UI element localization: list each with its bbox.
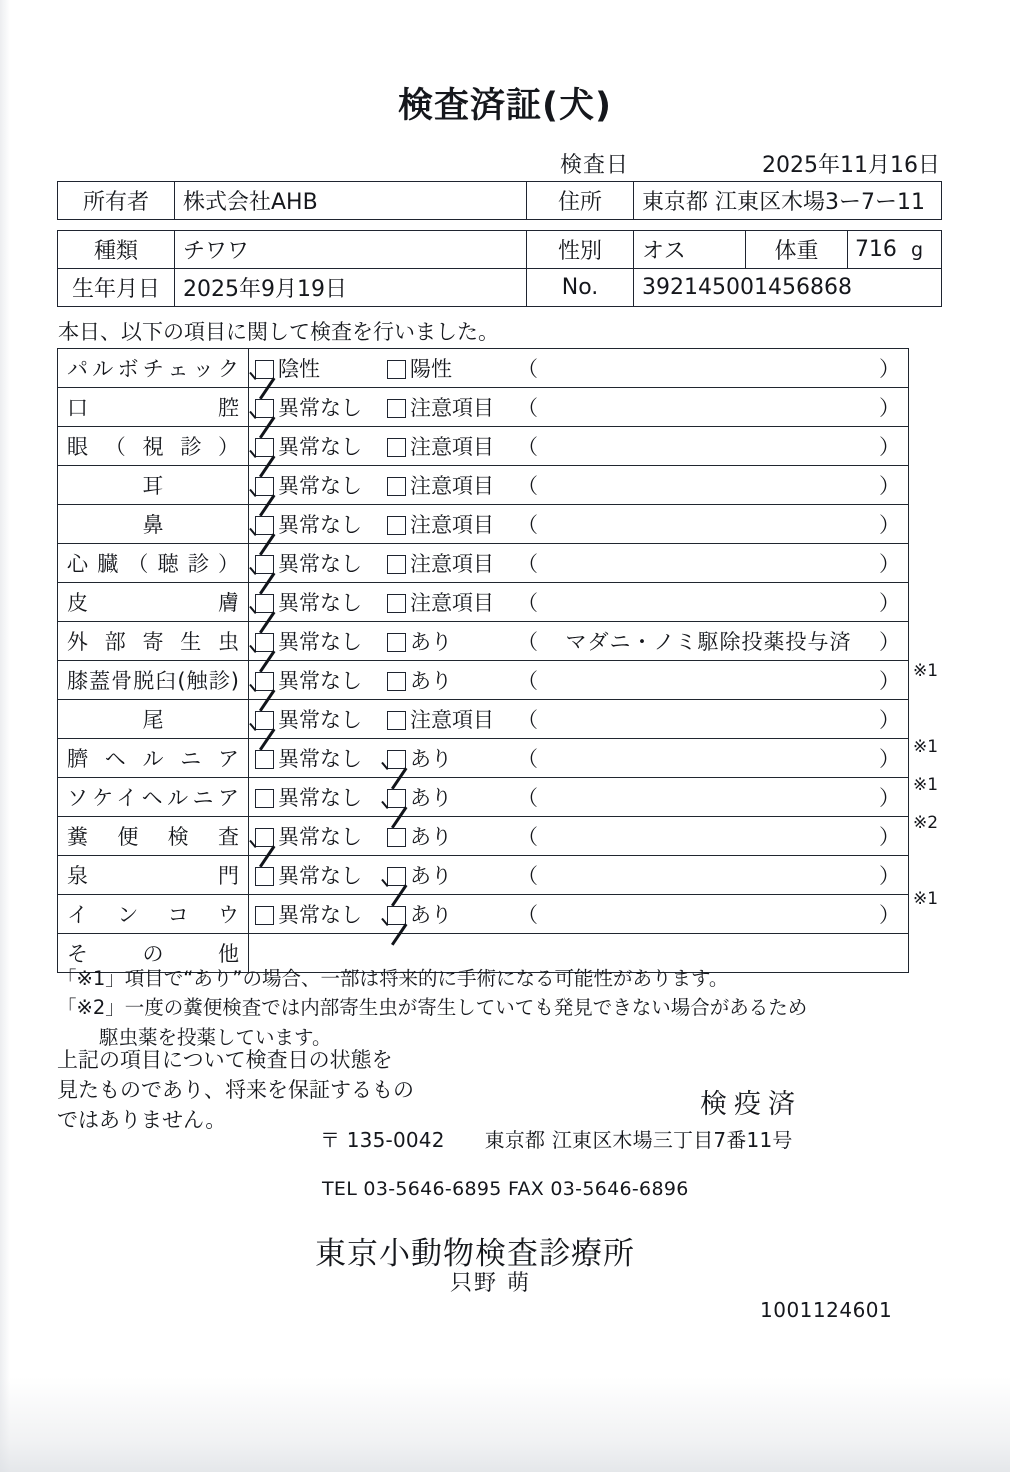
- inspection-item-options: [249, 505, 909, 544]
- checkbox-option-1[interactable]: [255, 899, 362, 929]
- clinic-address: 東京都 江東区木場三丁目7番11号: [484, 1128, 793, 1152]
- footnote-marks-column: [913, 348, 983, 956]
- checkbox-icon[interactable]: [387, 399, 406, 418]
- weight-unit: g: [910, 239, 923, 261]
- checkbox-option-label: 異常なし: [278, 903, 362, 927]
- inspection-item-label: 鼻: [58, 505, 249, 544]
- checkbox-option-2[interactable]: [387, 782, 452, 812]
- footnote-mark: [913, 500, 983, 538]
- checkbox-option-label: 異常なし: [278, 630, 362, 654]
- checkbox-option-2[interactable]: [387, 665, 452, 695]
- address-label: 住所: [527, 182, 634, 220]
- checkbox-icon[interactable]: [387, 633, 406, 652]
- checkbox-option-label: あり: [410, 630, 452, 654]
- weight-label: 体重: [746, 231, 848, 269]
- checkbox-option-1[interactable]: [255, 548, 362, 578]
- checkbox-option-label: 異常なし: [278, 552, 362, 576]
- checked-checkbox-icon[interactable]: [255, 672, 274, 691]
- checkbox-icon[interactable]: [387, 711, 406, 730]
- clinic-tel-fax: TEL 03-5646-6895 FAX 03-5646-6896: [322, 1178, 689, 1200]
- paren-close: ）: [879, 786, 900, 810]
- checkbox-option-1[interactable]: [255, 353, 320, 383]
- footnote-mark: [913, 690, 983, 728]
- table-row: [58, 505, 909, 544]
- checkbox-option-label: 異常なし: [278, 825, 362, 849]
- inspection-item-options: [249, 700, 909, 739]
- checkbox-option-2[interactable]: [387, 587, 494, 617]
- inspection-item-label: 眼（視診）: [58, 427, 249, 466]
- table-row: [58, 661, 909, 700]
- paren-open: （: [517, 513, 538, 537]
- checkbox-option-label: 陰性: [278, 357, 320, 381]
- checkbox-icon[interactable]: [255, 750, 274, 769]
- inspection-item-options: [249, 895, 909, 934]
- inspection-item-options: [249, 349, 909, 388]
- checkbox-option-1[interactable]: [255, 743, 362, 773]
- inspection-item-label: 皮膚: [58, 583, 249, 622]
- checkbox-option-1[interactable]: [255, 392, 362, 422]
- paren-open: （: [517, 357, 538, 381]
- checkbox-option-2[interactable]: [387, 899, 452, 929]
- footnote-mark: [913, 386, 983, 424]
- remarks-field[interactable]: [517, 587, 900, 617]
- remarks-field[interactable]: [517, 743, 900, 773]
- paren-close: ）: [879, 864, 900, 888]
- paren-close: ）: [879, 552, 900, 576]
- birthdate-label: 生年月日: [58, 269, 175, 307]
- clinic-zip: 〒 135-0042: [320, 1128, 445, 1152]
- checkbox-option-1[interactable]: [255, 782, 362, 812]
- paren-close: ）: [879, 747, 900, 771]
- checkbox-option-2[interactable]: [387, 743, 452, 773]
- page-title: 検査済証(犬): [398, 86, 612, 126]
- checkbox-option-1[interactable]: [255, 587, 362, 617]
- owner-table: [57, 181, 942, 220]
- remarks-field[interactable]: [517, 548, 900, 578]
- inspection-item-label: 口腔: [58, 388, 249, 427]
- checkbox-option-label: 異常なし: [278, 786, 362, 810]
- checkbox-icon[interactable]: [255, 789, 274, 808]
- owner-label: 所有者: [58, 182, 175, 220]
- registration-no-value: 392145001456868: [634, 269, 942, 307]
- checked-checkbox-icon[interactable]: [387, 789, 406, 808]
- checkbox-icon[interactable]: [255, 906, 274, 925]
- footnotes: [57, 964, 957, 1052]
- birthdate-value: 2025年9月19日: [175, 269, 527, 307]
- inspection-item-options: [249, 739, 909, 778]
- inspection-item-label: 泉門: [58, 856, 249, 895]
- checked-checkbox-icon[interactable]: [255, 711, 274, 730]
- checkbox-option-label: 異常なし: [278, 747, 362, 771]
- footnote-mark: ※1: [913, 775, 939, 795]
- registration-no-label: No.: [527, 269, 634, 307]
- inspection-item-label: 耳: [58, 466, 249, 505]
- footnote-mark: [913, 918, 983, 956]
- inspection-item-options: [249, 622, 909, 661]
- table-row: [58, 231, 942, 269]
- checkbox-option-2[interactable]: [387, 860, 452, 890]
- table-row: [58, 544, 909, 583]
- checkbox-option-label: あり: [410, 825, 452, 849]
- paren-open: （: [517, 786, 538, 810]
- checkbox-option-label: 異常なし: [278, 591, 362, 615]
- quarantine-stamp: 検疫済: [700, 1089, 802, 1120]
- table-row: [58, 182, 942, 220]
- checkbox-option-2[interactable]: [387, 704, 494, 734]
- breed-value: チワワ: [175, 231, 527, 269]
- checkbox-icon[interactable]: [387, 438, 406, 457]
- sex-value: オス: [634, 231, 746, 269]
- table-row: [58, 269, 942, 307]
- footnote-2-line2: 駆虫薬を投薬しています。: [99, 1025, 332, 1049]
- checkbox-option-2[interactable]: [387, 509, 494, 539]
- paren-close: ）: [879, 903, 900, 927]
- remarks-field[interactable]: [517, 704, 900, 734]
- checkbox-option-1[interactable]: [255, 470, 362, 500]
- checked-checkbox-icon[interactable]: [255, 477, 274, 496]
- checkbox-option-label: 異常なし: [278, 435, 362, 459]
- footnote-mark: [913, 348, 983, 386]
- footnote-mark: [913, 576, 983, 614]
- paren-close: ）: [879, 591, 900, 615]
- remarks-field[interactable]: [517, 626, 900, 656]
- checkbox-option-2[interactable]: [387, 821, 452, 851]
- checkbox-icon[interactable]: [387, 516, 406, 535]
- paren-open: （: [517, 669, 538, 693]
- checkbox-option-label: 注意項目: [410, 474, 494, 498]
- checkbox-option-label: あり: [410, 903, 452, 927]
- checkbox-option-1[interactable]: [255, 860, 362, 890]
- checkbox-option-label: あり: [410, 669, 452, 693]
- footnote-mark: ※1: [913, 737, 939, 757]
- table-row: [58, 895, 909, 934]
- table-row: [58, 700, 909, 739]
- paren-close: ）: [879, 474, 900, 498]
- exam-date-value: 2025年11月16日: [762, 153, 940, 178]
- table-row: [58, 388, 909, 427]
- checkbox-icon[interactable]: [387, 360, 406, 379]
- checkbox-icon[interactable]: [255, 867, 274, 886]
- checkbox-icon[interactable]: [387, 555, 406, 574]
- inspection-item-label: ソケイヘルニア: [58, 778, 249, 817]
- paren-open: （: [517, 903, 538, 927]
- inspection-item-label: 臍ヘルニア: [58, 739, 249, 778]
- checkbox-option-label: 陽性: [410, 357, 452, 381]
- footnote-2-line1: 「※2」一度の糞便検査では内部寄生虫が寄生していても発見できない場合があるため: [57, 996, 808, 1020]
- footnote-mark: ※1: [913, 661, 939, 681]
- inspection-item-label: 外部寄生虫: [58, 622, 249, 661]
- paren-open: （: [517, 630, 538, 654]
- weight-cell: [848, 231, 942, 269]
- inspection-item-label: インコウ: [58, 895, 249, 934]
- paren-close: ）: [879, 357, 900, 381]
- checkbox-option-1[interactable]: [255, 704, 362, 734]
- table-row: [58, 622, 909, 661]
- checkbox-option-label: 注意項目: [410, 591, 494, 615]
- paren-close: ）: [879, 630, 900, 654]
- paren-close: ）: [879, 513, 900, 537]
- paren-close: ）: [879, 669, 900, 693]
- inspection-item-label: 糞便検査: [58, 817, 249, 856]
- checked-checkbox-icon[interactable]: [255, 360, 274, 379]
- paren-close: ）: [879, 396, 900, 420]
- remarks-field[interactable]: [517, 782, 900, 812]
- checked-checkbox-icon[interactable]: [255, 594, 274, 613]
- checkbox-option-label: 注意項目: [410, 708, 494, 732]
- checked-checkbox-icon[interactable]: [255, 555, 274, 574]
- checkbox-option-label: 異常なし: [278, 513, 362, 537]
- checked-checkbox-icon[interactable]: [387, 867, 406, 886]
- inspection-item-options: [249, 427, 909, 466]
- weight-value: 716: [854, 237, 897, 262]
- paren-open: （: [517, 708, 538, 732]
- clinic-person-name: 只野 萌: [450, 1271, 531, 1296]
- checkbox-option-label: 異常なし: [278, 474, 362, 498]
- intro-sentence: 本日、以下の項目に関して検査を行いました。: [58, 320, 499, 344]
- disclaimer: [57, 1046, 527, 1135]
- inspection-item-label: 膝蓋骨脱臼(触診): [58, 661, 249, 700]
- paren-open: （: [517, 474, 538, 498]
- table-row: [58, 583, 909, 622]
- footnote-mark: [913, 842, 983, 880]
- checkbox-option-label: 注意項目: [410, 552, 494, 576]
- remarks-field[interactable]: [517, 470, 900, 500]
- paren-close: ）: [879, 708, 900, 732]
- inspection-item-options: [249, 817, 909, 856]
- remarks-field[interactable]: [517, 431, 900, 461]
- remarks-value: マダニ・ノミ駆除投薬投与済: [565, 630, 852, 654]
- checkbox-option-label: 異常なし: [278, 864, 362, 888]
- paren-open: （: [517, 552, 538, 576]
- checkbox-option-1[interactable]: [255, 821, 362, 851]
- inspection-item-options: [249, 778, 909, 817]
- checkbox-option-label: 注意項目: [410, 513, 494, 537]
- remarks-field[interactable]: [517, 899, 900, 929]
- inspection-item-options: [249, 388, 909, 427]
- footnote-mark: [913, 614, 983, 652]
- address-value: 東京都 江東区木場3ー7ー11: [634, 182, 942, 220]
- remarks-field[interactable]: [517, 821, 900, 851]
- checked-checkbox-icon[interactable]: [387, 750, 406, 769]
- table-row: [58, 739, 909, 778]
- inspection-item-options: [249, 544, 909, 583]
- sex-label: 性別: [527, 231, 634, 269]
- table-row: [58, 349, 909, 388]
- checkbox-option-2[interactable]: [387, 431, 494, 461]
- footnote-mark: [913, 462, 983, 500]
- checkbox-option-label: 注意項目: [410, 435, 494, 459]
- table-row: [58, 466, 909, 505]
- remarks-field[interactable]: [517, 509, 900, 539]
- inspection-item-label: パルボチェック: [58, 349, 249, 388]
- checkbox-option-1[interactable]: [255, 509, 362, 539]
- footnote-mark: [913, 424, 983, 462]
- remarks-field[interactable]: [517, 353, 900, 383]
- scan-edge-shadow-bottom: [0, 1377, 1010, 1472]
- checkbox-option-label: 異常なし: [278, 708, 362, 732]
- breed-label: 種類: [58, 231, 175, 269]
- table-row: [58, 856, 909, 895]
- paren-open: （: [517, 396, 538, 420]
- owner-value: 株式会社AHB: [175, 182, 527, 220]
- remarks-field[interactable]: [517, 665, 900, 695]
- checked-checkbox-icon[interactable]: [255, 438, 274, 457]
- footnote-mark: [913, 538, 983, 576]
- inspection-item-options: [249, 583, 909, 622]
- checked-checkbox-icon[interactable]: [255, 828, 274, 847]
- footnote-mark: ※2: [913, 813, 939, 833]
- checkbox-icon[interactable]: [387, 477, 406, 496]
- checkbox-icon[interactable]: [387, 672, 406, 691]
- checkbox-option-label: 注意項目: [410, 396, 494, 420]
- paren-open: （: [517, 825, 538, 849]
- footnote-mark: ※1: [913, 889, 939, 909]
- table-row: [58, 817, 909, 856]
- checkbox-icon[interactable]: [387, 594, 406, 613]
- paren-close: ）: [879, 825, 900, 849]
- disclaimer-line-1: 上記の項目について検査日の状態を: [57, 1048, 393, 1072]
- clinic-address-line: [320, 1124, 793, 1153]
- animal-table: [57, 230, 942, 307]
- checked-checkbox-icon[interactable]: [387, 906, 406, 925]
- checkbox-option-label: 異常なし: [278, 396, 362, 420]
- inspection-item-label: 尾: [58, 700, 249, 739]
- clinic-name: 東京小動物検査診療所: [315, 1236, 635, 1272]
- disclaimer-line-2: 見たものであり、将来を保証するもの: [57, 1077, 414, 1102]
- scan-edge-shadow-left: [0, 0, 10, 1472]
- remarks-field[interactable]: [517, 860, 900, 890]
- inspection-item-options: [249, 856, 909, 895]
- checkbox-option-label: あり: [410, 786, 452, 810]
- checkbox-option-2[interactable]: [387, 470, 494, 500]
- checkbox-option-2[interactable]: [387, 548, 494, 578]
- checkbox-option-label: あり: [410, 864, 452, 888]
- inspection-item-label: 心臓（聴診）: [58, 544, 249, 583]
- checkbox-icon[interactable]: [387, 828, 406, 847]
- checkbox-option-2[interactable]: [387, 392, 494, 422]
- inspection-item-options: [249, 661, 909, 700]
- checked-checkbox-icon[interactable]: [255, 633, 274, 652]
- checkbox-option-label: 異常なし: [278, 669, 362, 693]
- inspection-item-label: その他: [58, 934, 249, 973]
- remarks-field[interactable]: [517, 392, 900, 422]
- disclaimer-line-3: ではありません。: [57, 1107, 227, 1132]
- paren-open: （: [517, 747, 538, 771]
- paren-close: ）: [879, 435, 900, 459]
- checkbox-option-2[interactable]: [387, 626, 452, 656]
- paren-open: （: [517, 435, 538, 459]
- checkbox-option-1[interactable]: [255, 626, 362, 656]
- checkbox-option-label: あり: [410, 747, 452, 771]
- inspection-items-table: [57, 348, 909, 973]
- checked-checkbox-icon[interactable]: [255, 399, 274, 418]
- paren-open: （: [517, 591, 538, 615]
- table-row: [58, 778, 909, 817]
- paren-open: （: [517, 864, 538, 888]
- inspection-item-options: [249, 466, 909, 505]
- checkbox-option-1[interactable]: [255, 431, 362, 461]
- exam-date-row: [560, 148, 940, 179]
- document-serial-number: 1001124601: [760, 1298, 893, 1322]
- footnote-1: 「※1」項目で“あり”の場合、一部は将来的に手術になる可能性があります。: [57, 967, 729, 990]
- exam-date-label: 検査日: [560, 153, 630, 178]
- checked-checkbox-icon[interactable]: [255, 516, 274, 535]
- table-row: [58, 427, 909, 466]
- checkbox-option-2[interactable]: [387, 353, 452, 383]
- checkbox-option-1[interactable]: [255, 665, 362, 695]
